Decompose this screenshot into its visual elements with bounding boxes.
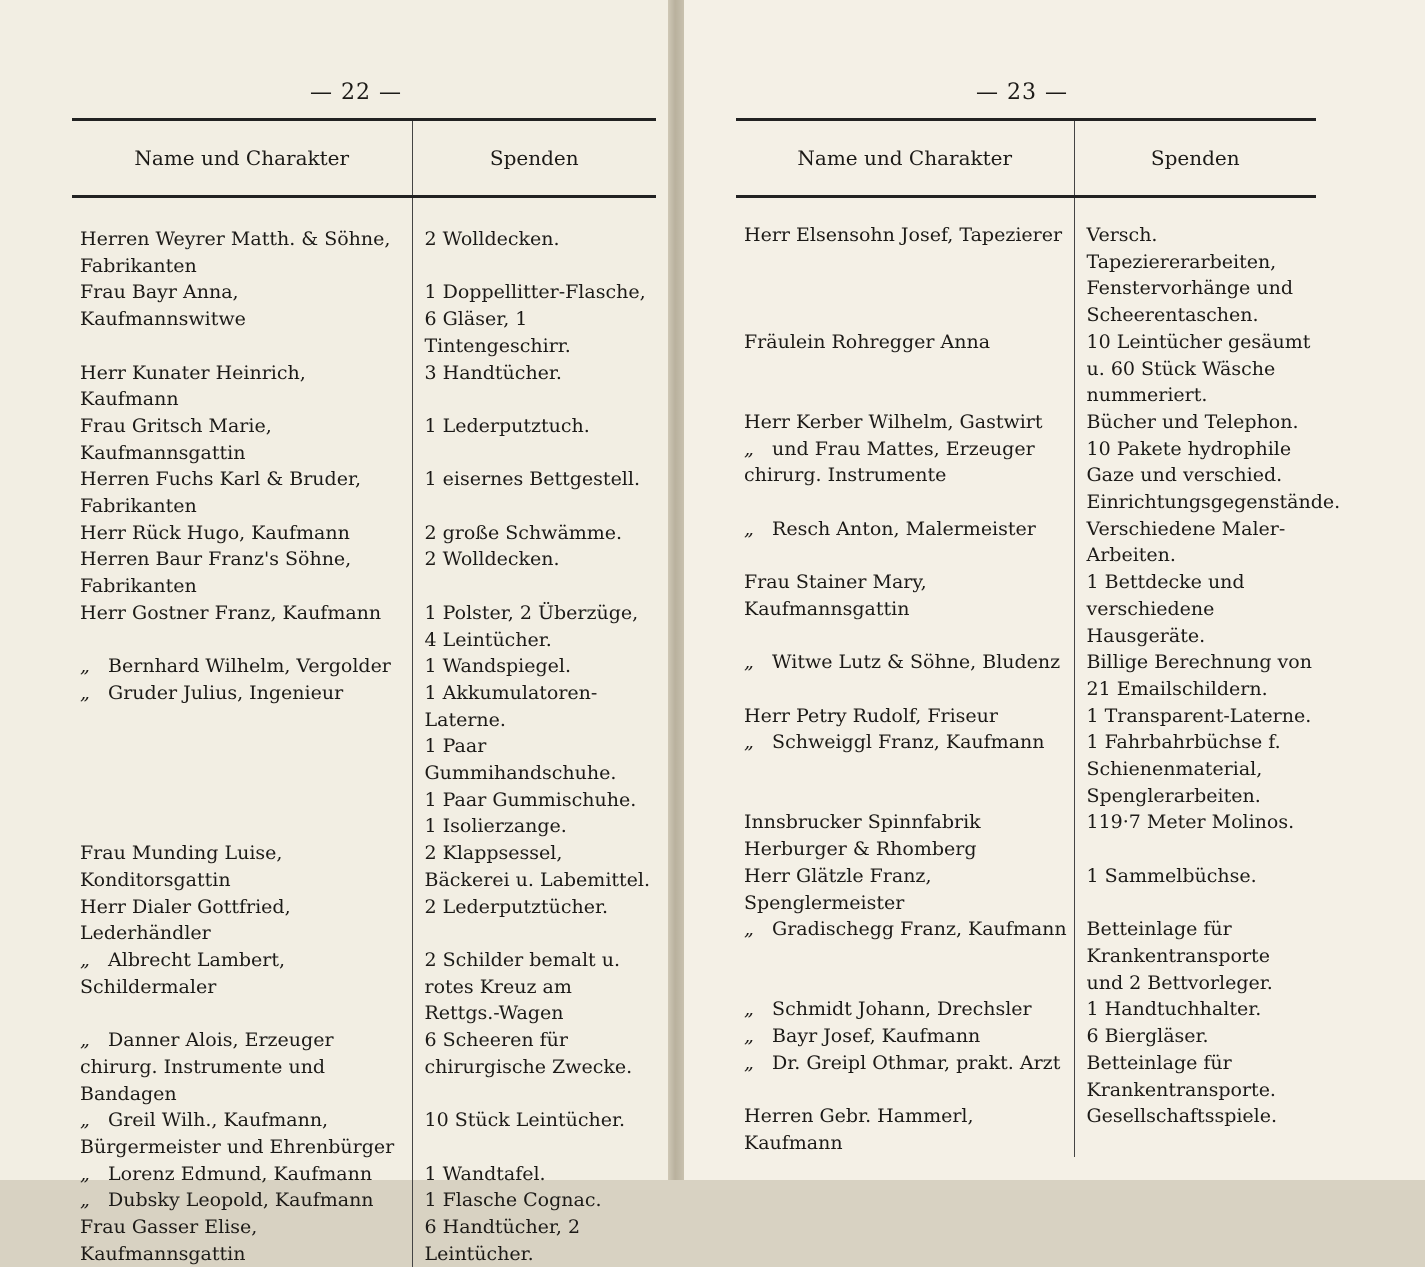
donor-name xyxy=(736,703,1074,730)
donor-name xyxy=(736,197,1074,329)
ditto-mark: „ xyxy=(744,916,766,943)
donation: Gesellschaftsspiele. xyxy=(1074,1103,1316,1156)
donor-name xyxy=(72,279,412,359)
table-row xyxy=(72,894,656,947)
donor-name-text: und Frau Mattes, Erzeuger chirurg. Instrumente xyxy=(744,438,1035,487)
donation: 10 Pakete hydrophile Gaze und verschied. Einrichtungsgegenstände. xyxy=(1074,436,1316,516)
donor-name-text: Dubsky Leopold, Kaufmann xyxy=(108,1189,374,1211)
donor-name-text: Herr Rück Hugo, Kaufmann xyxy=(80,522,350,544)
table-row xyxy=(736,436,1316,516)
table-row xyxy=(72,1107,656,1160)
ditto-mark: „ xyxy=(744,516,766,543)
donor-name xyxy=(72,600,412,653)
table-body xyxy=(736,197,1316,1157)
donation: 10 Stück Leintücher. xyxy=(412,1107,656,1160)
table-row xyxy=(736,809,1316,862)
donor-name xyxy=(72,413,412,466)
donation: 1 Wandspiegel. xyxy=(412,653,656,680)
donation: 2 Lederputztücher. xyxy=(412,894,656,947)
donor-name xyxy=(72,360,412,413)
donor-name-text: Gruder Julius, Ingenieur xyxy=(108,682,343,704)
table-row xyxy=(72,279,656,359)
table-row xyxy=(72,840,656,893)
donation: 6 Handtücher, 2 Leintücher. xyxy=(412,1214,656,1267)
table-row xyxy=(72,197,656,280)
donor-name xyxy=(72,1187,412,1214)
book-gutter xyxy=(668,0,684,1180)
table-row xyxy=(72,1214,656,1267)
donor-name xyxy=(72,1214,412,1267)
donor-name-text: Lorenz Edmund, Kaufmann xyxy=(108,1163,372,1185)
donor-name-text: Herren Gebr. Hammerl, Kaufmann xyxy=(744,1105,974,1154)
donor-name-text: Frau Munding Luise, Konditorsgattin xyxy=(80,842,282,891)
donation: 1 eisernes Bettgestell. xyxy=(412,466,656,519)
table-row xyxy=(72,1161,656,1188)
donation: Betteinlage für Krankentransporte. xyxy=(1074,1050,1316,1103)
donor-name-text: Frau Gasser Elise, Kaufmannsgattin xyxy=(80,1216,257,1265)
donor-name xyxy=(736,1050,1074,1103)
donation: 6 Biergläser. xyxy=(1074,1023,1316,1050)
table-row xyxy=(72,546,656,599)
ditto-mark: „ xyxy=(80,680,102,707)
donor-name xyxy=(736,649,1074,702)
page-22 xyxy=(0,0,668,1180)
donor-name-text: Danner Alois, Erzeuger chirurg. Instrumente und Bandagen xyxy=(80,1029,334,1104)
donor-name-text: Herren Weyrer Matth. & Söhne, Fabrikanten xyxy=(80,228,390,277)
donor-name-text: Herren Baur Franz's Söhne, Fabrikanten xyxy=(80,548,351,597)
donation: 2 große Schwämme. xyxy=(412,520,656,547)
table-row xyxy=(736,916,1316,996)
donation: 2 Klappsessel, Bäckerei u. Labemittel. xyxy=(412,840,656,893)
table-row xyxy=(736,996,1316,1023)
donation: 119·7 Meter Molinos. xyxy=(1074,809,1316,862)
table-row xyxy=(736,729,1316,809)
header-gifts: Spenden xyxy=(1074,120,1316,197)
donor-name-text: Frau Bayr Anna, Kaufmannswitwe xyxy=(80,281,246,330)
donation: 2 Wolldecken. xyxy=(412,546,656,599)
donor-name-text: Witwe Lutz & Söhne, Bludenz xyxy=(772,651,1060,673)
table-row xyxy=(736,649,1316,702)
donation: Bücher und Telephon. xyxy=(1074,409,1316,436)
ditto-mark: „ xyxy=(744,1050,766,1077)
donor-name-text: Greil Wilh., Kaufmann, Bürgermeister und Ehrenbürger xyxy=(80,1109,394,1158)
donation: 1 Akkumulatoren-Laterne. 1 Paar Gummihandschuhe. 1 Paar Gummischuhe. 1 Isolierzange. xyxy=(412,680,656,840)
table-row xyxy=(72,360,656,413)
donation: 1 Fahrbahrbüchse f. Schienenmaterial, Spenglerarbeiten. xyxy=(1074,729,1316,809)
donation: 1 Polster, 2 Überzüge, 4 Leintücher. xyxy=(412,600,656,653)
donations-table xyxy=(72,118,656,1267)
donor-name xyxy=(736,996,1074,1023)
table-row xyxy=(72,1187,656,1214)
donor-name-text: Fräulein Rohregger Anna xyxy=(744,331,990,353)
ditto-mark: „ xyxy=(80,653,102,680)
table-row xyxy=(72,466,656,519)
donation: 1 Doppellitter-Flasche, 6 Gläser, 1 Tintengeschirr. xyxy=(412,279,656,359)
donor-name xyxy=(736,1023,1074,1050)
table-row xyxy=(72,1027,656,1107)
donor-name-text: Bayr Josef, Kaufmann xyxy=(772,1025,980,1047)
table-row xyxy=(736,1103,1316,1156)
donation: 3 Handtücher. xyxy=(412,360,656,413)
table-row xyxy=(736,197,1316,329)
table-row xyxy=(72,680,656,840)
ditto-mark: „ xyxy=(744,1023,766,1050)
donor-name xyxy=(736,516,1074,569)
page-23 xyxy=(684,0,1425,1180)
donation: 1 Bettdecke und verschiedene Hausgeräte. xyxy=(1074,569,1316,649)
ditto-mark: „ xyxy=(744,436,766,463)
donation: Verschiedene Maler-Arbeiten. xyxy=(1074,516,1316,569)
donor-name xyxy=(72,1107,412,1160)
donor-name-text: Herr Kunater Heinrich, Kaufmann xyxy=(80,362,306,411)
donor-name-text: Herr Glätzle Franz, Spenglermeister xyxy=(744,865,932,914)
ditto-mark: „ xyxy=(80,1107,102,1134)
donor-name xyxy=(72,520,412,547)
donor-name xyxy=(72,1161,412,1188)
ditto-mark: „ xyxy=(744,649,766,676)
donation: 10 Leintücher gesäumt u. 60 Stück Wäsche nummeriert. xyxy=(1074,329,1316,409)
donation: 2 Wolldecken. xyxy=(412,197,656,280)
table-row xyxy=(72,653,656,680)
donation: 1 Lederputztuch. xyxy=(412,413,656,466)
donor-name-text: Herr Elsensohn Josef, Tapezierer xyxy=(744,224,1062,246)
table-row xyxy=(72,520,656,547)
donation: Betteinlage für Krankentransporte und 2 Bettvorleger. xyxy=(1074,916,1316,996)
donor-name-text: Herr Kerber Wilhelm, Gastwirt xyxy=(744,411,1043,433)
donor-name xyxy=(72,894,412,947)
header-gifts: Spenden xyxy=(412,120,656,197)
donor-name-text: Albrecht Lambert, Schildermaler xyxy=(80,949,285,998)
donor-name xyxy=(72,653,412,680)
table-row xyxy=(736,863,1316,916)
donation: Billige Berechnung von 21 Emailschildern. xyxy=(1074,649,1316,702)
donor-name xyxy=(736,863,1074,916)
donor-name-text: Innsbrucker Spinnfabrik Herburger & Rhomberg xyxy=(744,811,981,860)
donor-name xyxy=(736,729,1074,809)
donation: 1 Sammelbüchse. xyxy=(1074,863,1316,916)
table-row xyxy=(736,516,1316,569)
donor-name-text: Schmidt Johann, Drechsler xyxy=(772,998,1032,1020)
table-row xyxy=(72,600,656,653)
donor-name-text: Frau Gritsch Marie, Kaufmannsgattin xyxy=(80,415,272,464)
donor-name xyxy=(72,840,412,893)
donation: Versch. Tapeziererarbeiten, Fenstervorhänge und Scheerentaschen. xyxy=(1074,197,1316,329)
table-row xyxy=(736,569,1316,649)
donation: 6 Scheeren für chirurgische Zwecke. xyxy=(412,1027,656,1107)
donor-name xyxy=(72,546,412,599)
donor-name-text: Bernhard Wilhelm, Vergolder xyxy=(108,655,391,677)
table-row xyxy=(736,1023,1316,1050)
ditto-mark: „ xyxy=(744,996,766,1023)
donor-name xyxy=(736,1103,1074,1156)
donor-name-text: Herr Dialer Gottfried, Lederhändler xyxy=(80,896,291,945)
donor-name-text: Dr. Greipl Othmar, prakt. Arzt xyxy=(772,1052,1060,1074)
donor-name xyxy=(736,329,1074,409)
ditto-mark: „ xyxy=(80,947,102,974)
donor-name xyxy=(736,409,1074,436)
ditto-mark: „ xyxy=(80,1027,102,1054)
donor-name xyxy=(736,916,1074,996)
donor-name-text: Gradischegg Franz, Kaufmann xyxy=(772,918,1067,940)
donor-name xyxy=(72,466,412,519)
page-number: — 22 — xyxy=(310,80,402,105)
ditto-mark: „ xyxy=(80,1161,102,1188)
donation: 2 Schilder bemalt u. rotes Kreuz am Rettgs.-Wagen xyxy=(412,947,656,1027)
ditto-mark: „ xyxy=(80,1187,102,1214)
table-body xyxy=(72,197,656,1267)
donor-name-text: Resch Anton, Malermeister xyxy=(772,518,1036,540)
donor-name xyxy=(72,680,412,840)
donor-name-text: Herr Gostner Franz, Kaufmann xyxy=(80,602,381,624)
table-row xyxy=(736,409,1316,436)
donor-name-text: Herr Petry Rudolf, Friseur xyxy=(744,705,998,727)
table-row xyxy=(72,947,656,1027)
ditto-mark: „ xyxy=(744,729,766,756)
donation: 1 Handtuchhalter. xyxy=(1074,996,1316,1023)
donation: 1 Transparent-Laterne. xyxy=(1074,703,1316,730)
donor-name xyxy=(72,1027,412,1107)
donor-name-text: Frau Stainer Mary, Kaufmannsgattin xyxy=(744,571,927,620)
header-name: Name und Charakter xyxy=(72,120,412,197)
donation: 1 Wandtafel. xyxy=(412,1161,656,1188)
table-row xyxy=(72,413,656,466)
table-row xyxy=(736,329,1316,409)
donation: 1 Flasche Cognac. xyxy=(412,1187,656,1214)
donor-name-text: Herren Fuchs Karl & Bruder, Fabrikanten xyxy=(80,468,361,517)
header-name: Name und Charakter xyxy=(736,120,1074,197)
page-number: — 23 — xyxy=(976,80,1068,105)
donations-table xyxy=(736,118,1316,1157)
donor-name-text: Schweiggl Franz, Kaufmann xyxy=(772,731,1044,753)
donor-name xyxy=(736,809,1074,862)
donor-name xyxy=(72,947,412,1027)
donor-name xyxy=(72,197,412,280)
table-row xyxy=(736,1050,1316,1103)
donor-name xyxy=(736,569,1074,649)
table-row xyxy=(736,703,1316,730)
donor-name xyxy=(736,436,1074,516)
